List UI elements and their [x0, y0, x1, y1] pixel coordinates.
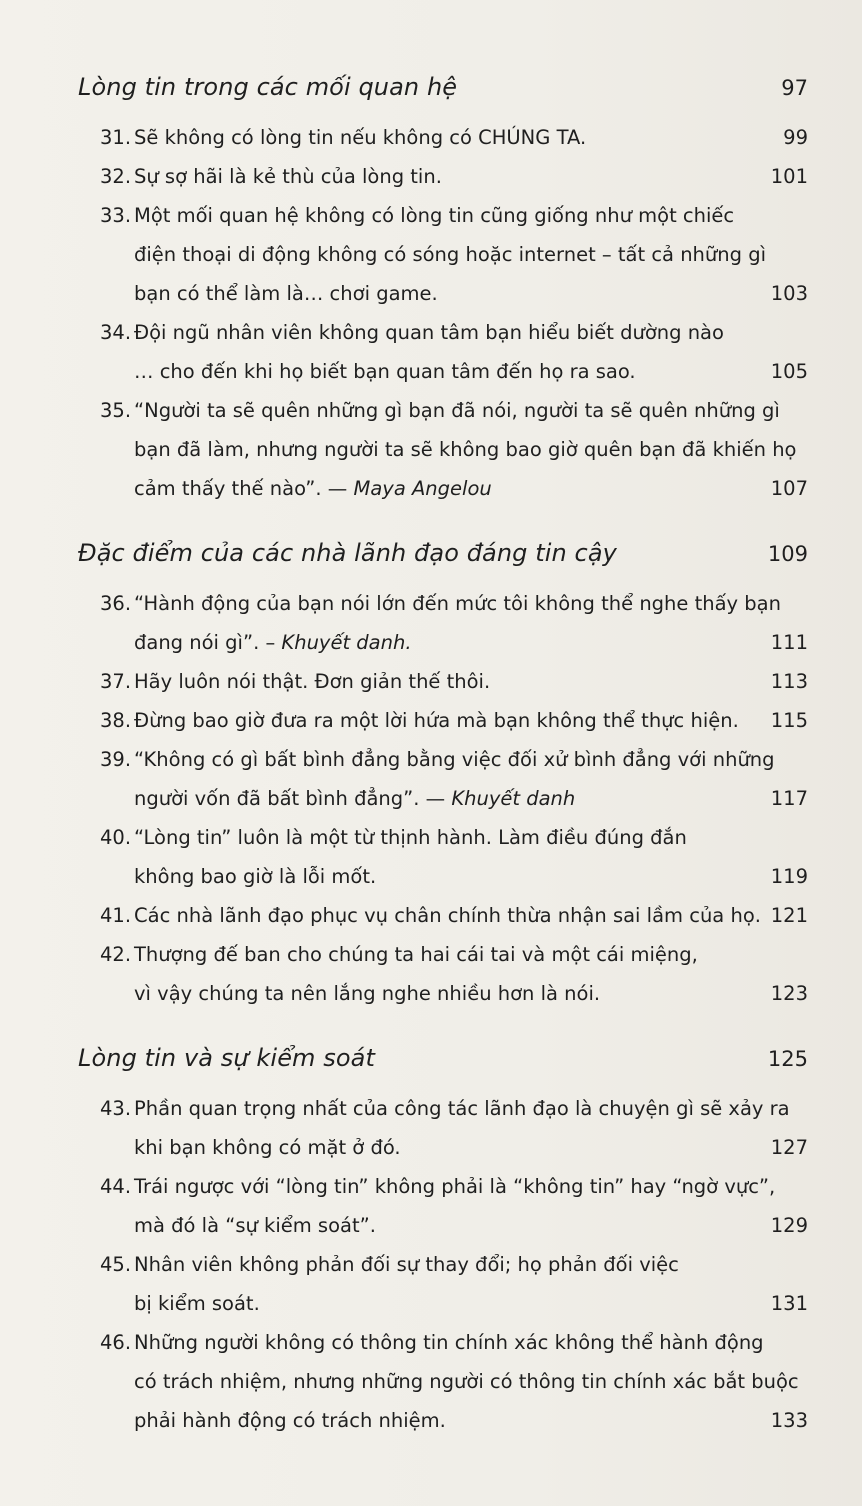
entry-page-number: 103 [770, 282, 808, 305]
entry-number: 31. [100, 126, 132, 149]
entry-text [134, 584, 851, 662]
entry-line-text: Phần quan trọng nhất của công tác lãnh đạo là chuyện gì sẽ xảy ra [134, 1097, 790, 1120]
entry-line [134, 1401, 799, 1440]
entry-line [134, 274, 766, 313]
entry-line [134, 235, 766, 274]
entry-line-text: phải hành động có trách nhiệm. [134, 1409, 446, 1432]
entry-text [134, 1167, 845, 1245]
section-heading [78, 528, 810, 578]
entry-text [134, 196, 836, 313]
entry-page-number: 111 [770, 631, 808, 654]
section-title: Lòng tin trong các mối quan hệ [78, 73, 458, 101]
entry-line-text: Sự sợ hãi là kẻ thù của lòng tin. [134, 165, 442, 188]
entry-line-text: “Người ta sẽ quên những gì bạn đã nói, người ta sẽ quên những gì [134, 399, 780, 422]
entry-line-text: cảm thấy thế nào”. — [134, 477, 354, 500]
entry-page-number: 99 [783, 126, 808, 149]
entry-page-number: 115 [770, 709, 808, 732]
entry-text [134, 935, 810, 1013]
entry-line-text: bạn có thể làm là… chơi game. [134, 282, 438, 305]
entry-text [134, 662, 810, 701]
quote-author: Maya Angelou [353, 477, 492, 500]
entry-line-text: Đội ngũ nhân viên không quan tâm bạn hiểu biết dường nào [134, 321, 724, 344]
entry-line-text: Đừng bao giờ đưa ra một lời hứa mà bạn không thể thực hiện. [134, 709, 739, 732]
entry-list [78, 584, 810, 1013]
entry-text [134, 896, 831, 935]
entry-number: 43. [100, 1097, 132, 1120]
entry-line [134, 430, 797, 469]
entry-line-text: Những người không có thông tin chính xác không thể hành động [134, 1331, 764, 1354]
entry-line [134, 391, 797, 430]
entry-number: 38. [100, 709, 132, 732]
toc-entry [78, 157, 810, 196]
entry-page-number: 107 [770, 477, 808, 500]
entry-text [134, 740, 845, 818]
toc-entry [78, 935, 810, 1013]
entry-line [134, 818, 740, 857]
entry-text [134, 701, 810, 740]
toc-entry [78, 896, 810, 935]
entry-page-number: 123 [770, 982, 808, 1005]
entry-line-text: khi bạn không có mặt ở đó. [134, 1136, 401, 1159]
entry-line [134, 974, 740, 1013]
entry-line [134, 662, 740, 701]
toc-entry [78, 118, 810, 157]
entry-page-number: 119 [770, 865, 808, 888]
toc-entry [78, 818, 810, 896]
entry-line [134, 196, 766, 235]
entry-line [134, 157, 740, 196]
entry-line [134, 118, 740, 157]
toc-entry [78, 391, 810, 508]
entry-line [134, 352, 740, 391]
section-spacer [78, 508, 810, 528]
quote-author: Khuyết danh [451, 787, 576, 810]
entry-text [134, 1245, 810, 1323]
entry-page-number: 101 [770, 165, 808, 188]
table-of-contents [78, 62, 810, 1440]
entry-line [134, 857, 740, 896]
entry-text [134, 313, 810, 391]
entry-page-number: 117 [770, 787, 808, 810]
entry-line-text: bị kiểm soát. [134, 1292, 260, 1315]
section-title: Đặc điểm của các nhà lãnh đạo đáng tin cậy [78, 539, 617, 567]
entry-line [134, 1089, 790, 1128]
entry-line [134, 701, 740, 740]
entry-line [134, 469, 797, 508]
toc-entry [78, 313, 810, 391]
toc-entry [78, 1245, 810, 1323]
section-page-number: 109 [767, 542, 808, 566]
entry-line [134, 1284, 740, 1323]
entry-text [134, 157, 810, 196]
entry-text [134, 1089, 860, 1167]
entry-line-text: Thượng đế ban cho chúng ta hai cái tai và một cái miệng, [134, 943, 698, 966]
section-spacer [78, 1013, 810, 1033]
entry-page-number: 121 [770, 904, 808, 927]
entry-line [134, 779, 775, 818]
toc-section [78, 528, 810, 1013]
entry-number: 39. [100, 748, 132, 771]
entry-line-text: Nhân viên không phản đối sự thay đổi; họ phản đối việc [134, 1253, 679, 1276]
entry-text [134, 391, 862, 508]
section-page-number: 125 [767, 1047, 808, 1071]
entry-line-text: “Không có gì bất bình đẳng bằng việc đối xử bình đẳng với những [134, 748, 775, 771]
entry-line [134, 935, 740, 974]
entry-number: 42. [100, 943, 132, 966]
entry-line [134, 584, 781, 623]
entry-line-text: … cho đến khi họ biết bạn quan tâm đến họ ra sao. [134, 360, 636, 383]
entry-number: 46. [100, 1331, 132, 1354]
entry-line [134, 896, 761, 935]
toc-entry [78, 1323, 810, 1440]
toc-entry [78, 584, 810, 662]
entry-page-number: 113 [770, 670, 808, 693]
entry-line [134, 1362, 799, 1401]
entry-line [134, 1206, 775, 1245]
entry-number: 45. [100, 1253, 132, 1276]
entry-line [134, 740, 775, 779]
toc-entry [78, 740, 810, 818]
section-title: Lòng tin và sự kiểm soát [78, 1044, 375, 1072]
entry-page-number: 133 [770, 1409, 808, 1432]
entry-number: 40. [100, 826, 132, 849]
entry-number: 41. [100, 904, 132, 927]
entry-number: 35. [100, 399, 132, 422]
section-heading [78, 1033, 810, 1083]
entry-line [134, 313, 740, 352]
entry-line-text: đang nói gì”. – [134, 631, 282, 654]
entry-text [134, 118, 810, 157]
section-heading [78, 62, 810, 112]
entry-line [134, 1167, 775, 1206]
entry-line-text: Trái ngược với “lòng tin” không phải là “không tin” hay “ngờ vực”, [134, 1175, 776, 1198]
entry-page-number: 129 [770, 1214, 808, 1237]
entry-line-text: “Lòng tin” luôn là một từ thịnh hành. Làm điều đúng đắn [134, 826, 687, 849]
entry-line [134, 623, 781, 662]
entry-line-text: vì vậy chúng ta nên lắng nghe nhiều hơn là nói. [134, 982, 601, 1005]
entry-page-number: 131 [770, 1292, 808, 1315]
entry-line-text: không bao giờ là lỗi mốt. [134, 865, 377, 888]
entry-number: 34. [100, 321, 132, 344]
entry-line-text: “Hành động của bạn nói lớn đến mức tôi không thể nghe thấy bạn [134, 592, 781, 615]
toc-entry [78, 701, 810, 740]
entry-number: 33. [100, 204, 132, 227]
entry-line-text: Các nhà lãnh đạo phục vụ chân chính thừa nhận sai lầm của họ. [134, 904, 761, 927]
quote-author: Khuyết danh. [281, 631, 412, 654]
entry-line-text: Sẽ không có lòng tin nếu không có CHÚNG TA. [134, 126, 587, 149]
entry-list [78, 1089, 810, 1440]
entry-line [134, 1128, 790, 1167]
toc-entry [78, 1089, 810, 1167]
entry-list [78, 118, 810, 508]
entry-text [134, 1323, 862, 1440]
entry-number: 44. [100, 1175, 132, 1198]
entry-number: 36. [100, 592, 132, 615]
entry-number: 32. [100, 165, 132, 188]
entry-line [134, 1323, 799, 1362]
entry-text [134, 818, 810, 896]
entry-line-text: điện thoại di động không có sóng hoặc internet – tất cả những gì [134, 243, 766, 266]
entry-line-text: có trách nhiệm, nhưng những người có thông tin chính xác bắt buộc [134, 1370, 799, 1393]
entry-page-number: 127 [770, 1136, 808, 1159]
entry-line-text: Hãy luôn nói thật. Đơn giản thế thôi. [134, 670, 491, 693]
entry-line-text: Một mối quan hệ không có lòng tin cũng giống như một chiếc [134, 204, 735, 227]
entry-line-text: bạn đã làm, nhưng người ta sẽ không bao giờ quên bạn đã khiến họ [134, 438, 797, 461]
toc-entry [78, 662, 810, 701]
entry-number: 37. [100, 670, 132, 693]
entry-line-text: mà đó là “sự kiểm soát”. [134, 1214, 376, 1237]
toc-entry [78, 1167, 810, 1245]
toc-section [78, 62, 810, 508]
section-page-number: 97 [781, 76, 808, 100]
toc-section [78, 1033, 810, 1440]
toc-entry [78, 196, 810, 313]
entry-page-number: 105 [770, 360, 808, 383]
entry-line-text: người vốn đã bất bình đẳng”. — [134, 787, 452, 810]
entry-line [134, 1245, 740, 1284]
